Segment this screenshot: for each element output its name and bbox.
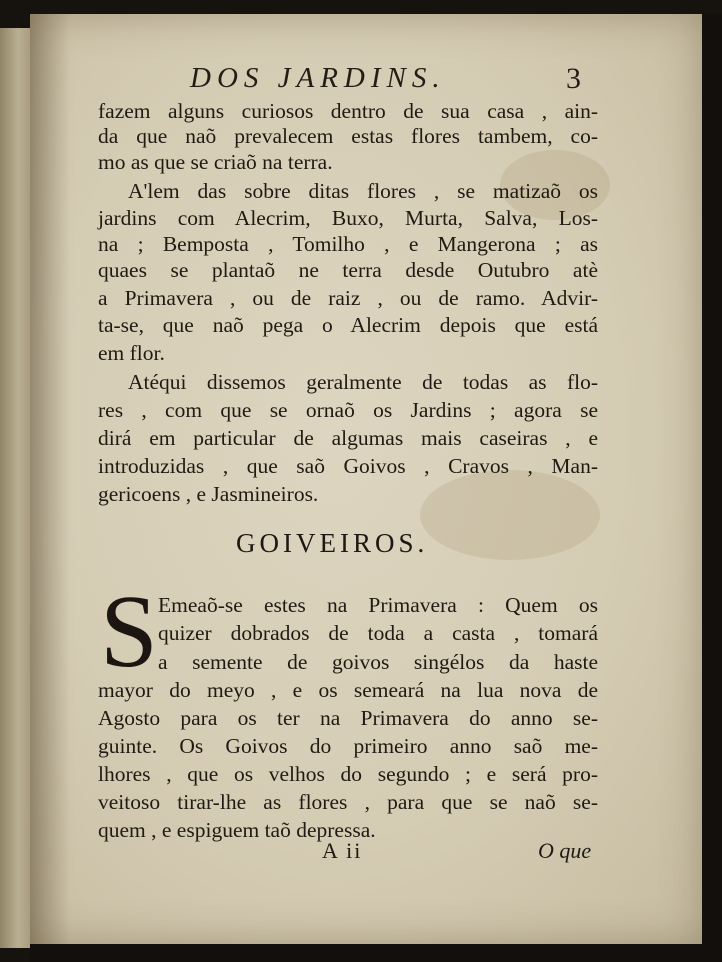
text-line: na ; Bemposta , Tomilho , e Mangerona ; as [98, 232, 598, 256]
page-edge-bottom [30, 944, 722, 962]
text-line: a semente de goivos singélos da haste [158, 650, 598, 674]
text-line: a Primavera , ou de raiz , ou de ramo. Advir- [98, 286, 598, 310]
text-line: fazem alguns curiosos dentro de sua casa , ain- [98, 99, 598, 123]
catchword: O que [538, 838, 592, 863]
text-line: mayor do meyo , e os semeará na lua nova de [98, 678, 598, 702]
text-line: da que naõ prevalecem estas flores tambem, co- [98, 124, 598, 148]
text-line: guinte. Os Goivos do primeiro anno saõ me- [98, 734, 598, 758]
text-line: lhores , que os velhos do segundo ; e será pro- [98, 762, 598, 786]
text-line: veitoso tirar-lhe as flores , para que se naõ se- [98, 790, 598, 814]
text-line: mo as que se criaõ na terra. [98, 150, 333, 174]
drop-cap: S [100, 574, 158, 689]
text-line: Atéqui dissemos geralmente de todas as flo- [128, 370, 598, 394]
gutter-shadow [30, 14, 70, 944]
text-line: Agosto para os ter na Primavera do anno se- [98, 706, 598, 730]
text-line: Emeaõ-se estes na Primavera : Quem os [158, 593, 598, 617]
facing-page-edge [0, 28, 30, 948]
running-head: DOS JARDINS. [190, 62, 446, 94]
text-line: ta-se, que naõ pega o Alecrim depois que está [98, 313, 598, 337]
text-line: jardins com Alecrim, Buxo, Murta, Salva, Los- [98, 206, 598, 230]
text-line: quem , e espiguem taõ depressa. [98, 818, 376, 842]
section-title: GOIVEIROS. [236, 528, 429, 558]
page-number: 3 [566, 62, 581, 95]
page-edge-right [702, 14, 722, 954]
text-line: gericoens , e Jasmineiros. [98, 482, 319, 506]
text-line: res , com que se ornaõ os Jardins ; agora se [98, 398, 598, 422]
text-line: A'lem das sobre ditas flores , se matizaõ os [128, 179, 598, 203]
text-line: quaes se plantaõ ne terra desde Outubro atè [98, 258, 598, 282]
signature-mark: A ii [322, 838, 363, 863]
text-line: introduzidas , que saõ Goivos , Cravos , Man- [98, 454, 598, 478]
text-line: em flor. [98, 341, 165, 365]
text-line: quizer dobrados de toda a casta , tomará [158, 621, 598, 645]
text-line: dirá em particular de algumas mais caseiras , e [98, 426, 598, 450]
